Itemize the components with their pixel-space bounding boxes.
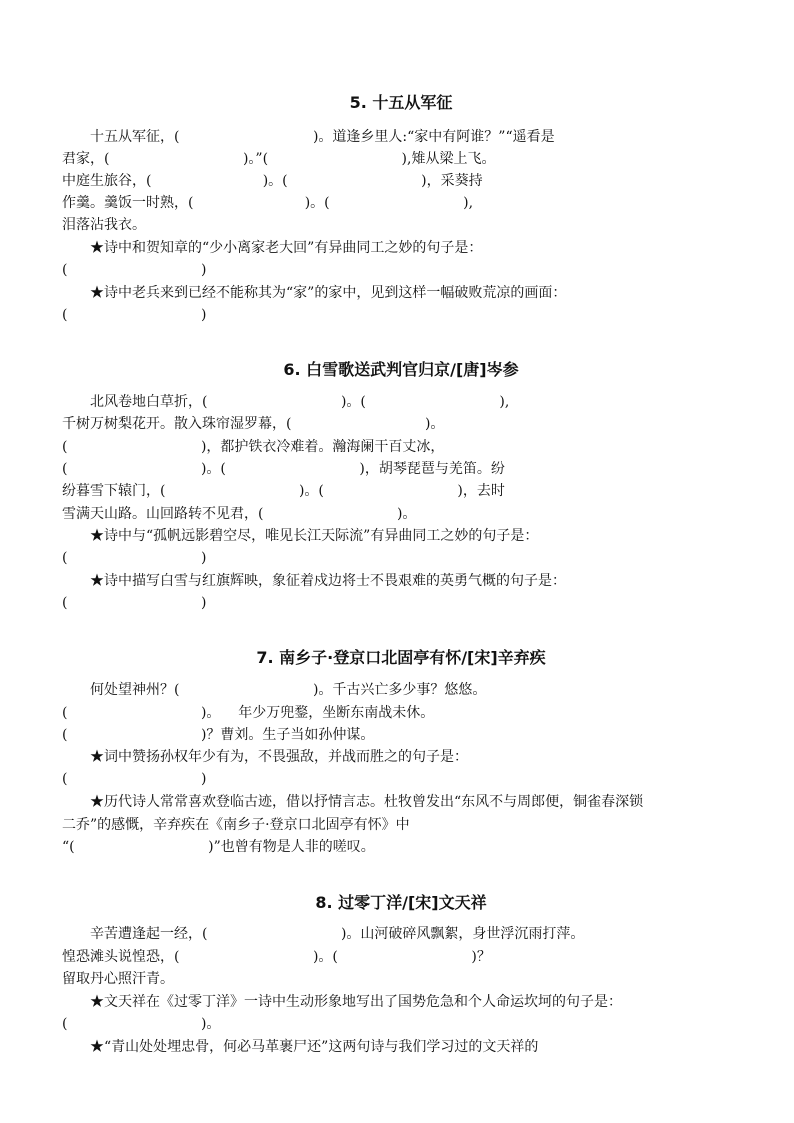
poem-line: ( )，都护铁衣冷难着。瀚海阑干百丈冰， (62, 439, 445, 455)
section-title-6: 6. 白雪歌送武判官归京/[唐]岑参 (283, 360, 519, 379)
poem-line: 纷暮雪下辕门，( )。( )，去时 (62, 483, 505, 499)
poem-line: 北风卷地白草折，( )。( ), (90, 394, 510, 410)
question-line: ★文天祥在《过零丁洋》一诗中生动形象地写出了国势危急和个人命运坎坷的句子是： (90, 994, 622, 1010)
question-line: ★诗中与“孤帆远影碧空尽，唯见长江天际流”有异曲同工之妙的句子是： (90, 528, 539, 544)
poem-line: 惶恐滩头说惶恐，( )。( )？ (62, 949, 491, 965)
poem-line: ( )。( )，胡琴琵琶与羌笛。纷 (62, 461, 505, 477)
poem-line: ( )？曹刘。生子当如孙仲谋。 (62, 727, 375, 743)
question-line: ★词中赞扬孙权年少有为，不畏强敌，并战而胜之的句子是： (90, 749, 468, 765)
poem-line: 辛苦遭逢起一经，( )。山河破碎风飘絮，身世浮沉雨打萍。 (90, 926, 585, 942)
answer-blank: “( )”也曾有物是人非的嗟叹。 (62, 839, 375, 855)
poem-line: ( )。 年少万兜鍪，坐断东南战未休。 (62, 705, 435, 721)
poem-line: 君家，( )。”( ),雉从梁上飞。 (62, 151, 496, 167)
question-line: ★“青山处处埋忠骨，何必马革裹尸还”这两句诗与我们学习过的文天祥的 (90, 1039, 539, 1055)
poem-line: 留取丹心照汗青。 (62, 971, 174, 987)
answer-blank: ( ) (62, 771, 207, 787)
answer-blank: ( ) (62, 307, 207, 323)
poem-line: 作羹。羹饭一时熟，( )。( ), (62, 195, 474, 211)
poem-line: 千树万树梨花开。散入珠帘湿罗幕，( )。 (62, 416, 445, 432)
question-line: ★诗中老兵来到已经不能称其为“家”的家中，见到这样一幅破败荒凉的画面： (90, 285, 567, 301)
answer-blank: ( )。 (62, 1016, 221, 1032)
section-title-8: 8. 过零丁洋/[宋]文天祥 (315, 893, 487, 912)
poem-line: 泪落沾我衣。 (62, 217, 146, 233)
question-line: ★诗中和贺知章的“少小离家老大回”有异曲同工之妙的句子是： (90, 240, 483, 256)
section-title-7: 7. 南乡子·登京口北固亭有怀/[宋]辛弃疾 (256, 648, 546, 667)
poem-line: 十五从军征，( )。道逢乡里人:“家中有阿谁？”“遥看是 (90, 129, 555, 145)
answer-blank: ( ) (62, 550, 207, 566)
poem-line: 雪满天山路。山回路转不见君，( )。 (62, 506, 417, 522)
section-title-5: 5. 十五从军征 (349, 93, 453, 112)
question-line: ★诗中描写白雪与红旗辉映，象征着戍边将士不畏艰难的英勇气概的句子是： (90, 573, 566, 589)
answer-blank: ( ) (62, 262, 207, 278)
question-line: 二乔”的感慨，辛弃疾在《南乡子·登京口北固亭有怀》中 (62, 817, 410, 833)
question-line: ★历代诗人常常喜欢登临古迹，借以抒情言志。杜牧曾发出“东风不与周郎便，铜雀春深锁 (90, 794, 644, 810)
answer-blank: ( ) (62, 595, 207, 611)
poem-line: 何处望神州？( )。千古兴亡多少事？悠悠。 (90, 682, 487, 698)
poem-line: 中庭生旅谷，( )。( )，采葵持 (62, 173, 483, 189)
